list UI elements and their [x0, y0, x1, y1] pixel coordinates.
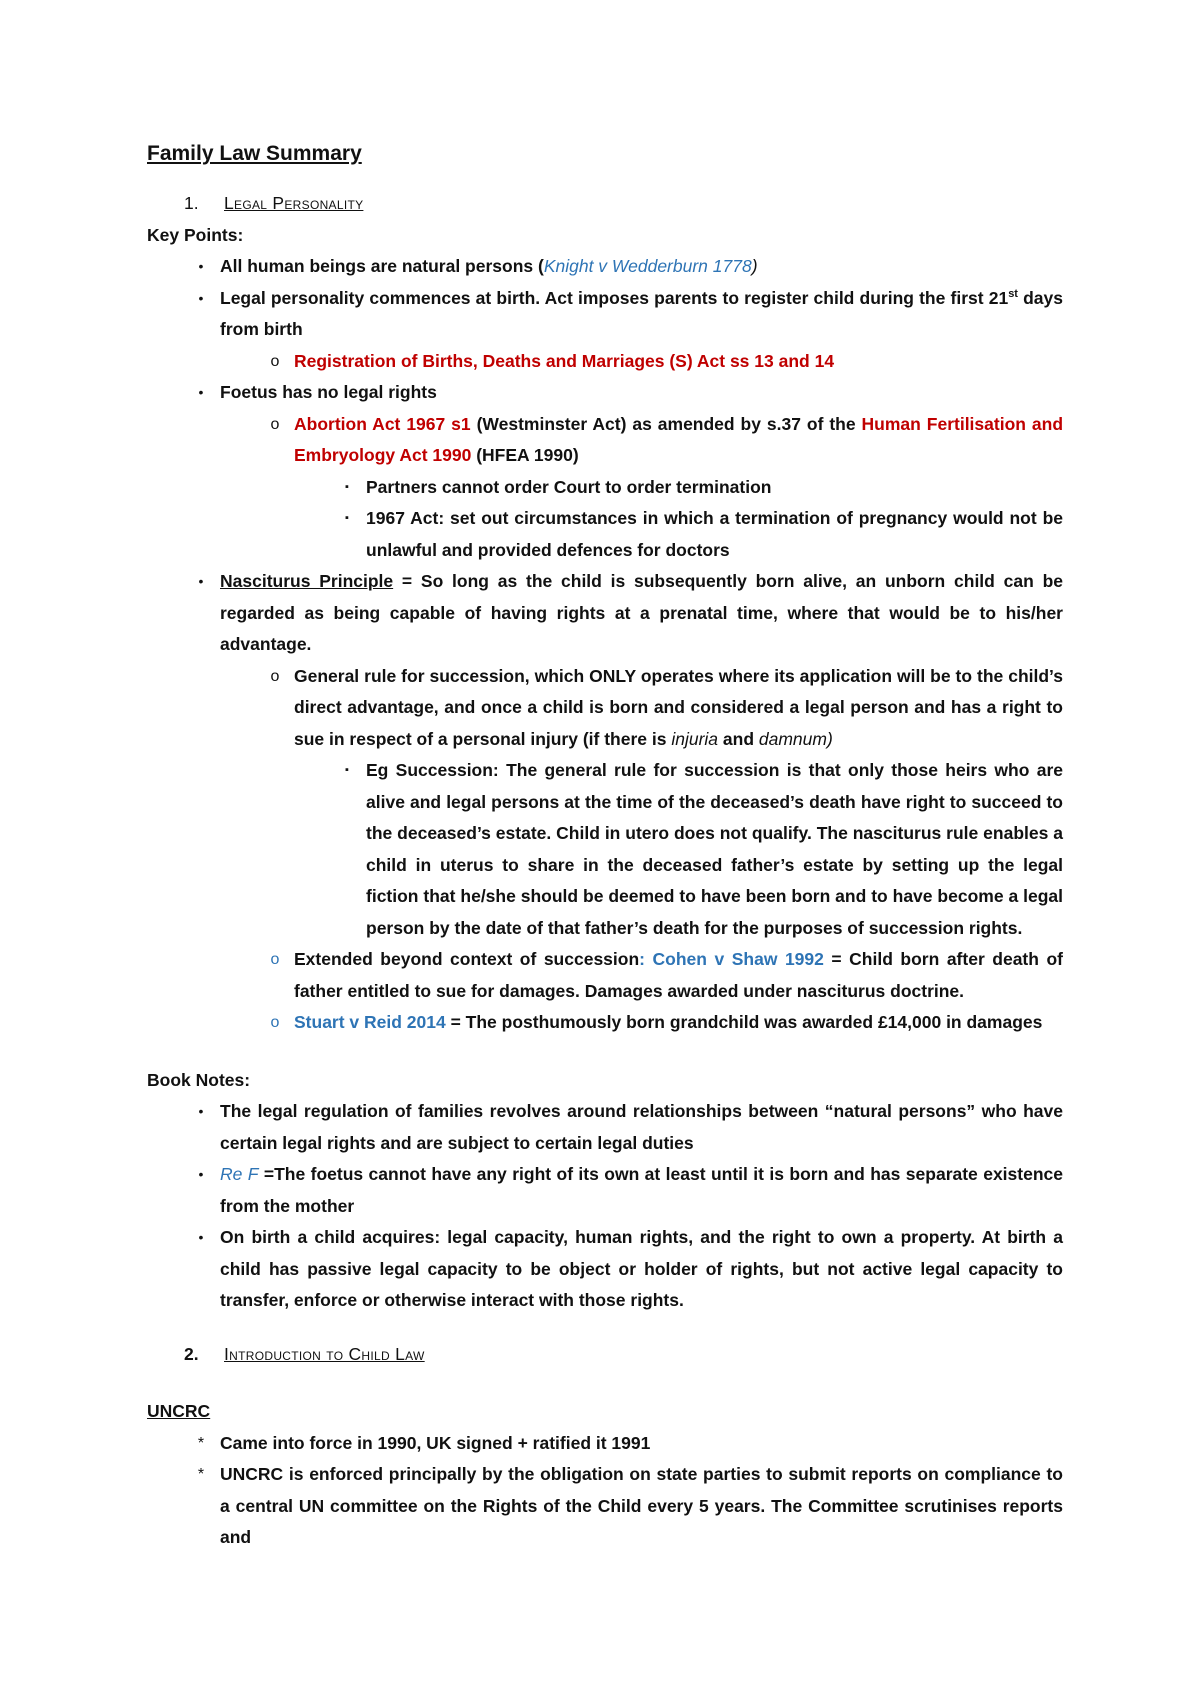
bullet-icon: • [198, 1229, 204, 1245]
section-title: Legal Personality [224, 193, 364, 213]
item-text: = Child born after death of father entitled to sue for damages. Damages awarded under nasciturus doctrine. [294, 949, 1063, 1001]
defined-term: Nasciturus Principle [220, 571, 394, 591]
section-title: Introduction to Child Law [224, 1343, 425, 1364]
bullet-icon: • [198, 384, 204, 400]
square-bullet-icon: ▪ [345, 480, 349, 493]
bullet-icon: • [198, 289, 204, 306]
section-heading-1 [147, 188, 1063, 220]
list-item [147, 566, 1063, 661]
list-item [147, 1428, 1063, 1460]
bullet-icon: • [198, 1103, 204, 1119]
document-body [147, 140, 1063, 1554]
section-number: 1. [184, 193, 199, 213]
book-notes-label: Book Notes: [147, 1069, 251, 1090]
item-text: General rule for succession, which ONLY operates where its application will be to the child’s direct advantage, and once a child is born and considered a legal person and has a right to sue in respect of a personal injury (if there is [294, 665, 1063, 749]
item-text: and [718, 728, 759, 749]
case-citation: Re F [220, 1164, 259, 1184]
item-text: (Westminster Act) as amended by s.37 of the [470, 413, 862, 434]
list-item [147, 377, 1063, 409]
key-points-label: Key Points: [147, 224, 244, 245]
list-item [147, 944, 1063, 1007]
page-title: Family Law Summary [147, 142, 362, 165]
latin-term: injuria [671, 728, 719, 749]
list-item [147, 472, 1063, 504]
item-text: Eg Succession: The general rule for succession is that only those heirs who are alive and legal persons at the time of the deceased’s death have right to succeed to the deceased’s estate. Child in utero does not qualify. The nasciturus rule enables a child in uterus to share in the deceased father’s estate by setting up the legal fiction that he/she should be deemed to have been born and to have become a legal person by the date of that father’s death for the purposes of succession rights. [366, 760, 1063, 938]
case-citation: : Cohen v Shaw 1992 [639, 949, 824, 969]
item-text: ) [751, 256, 758, 276]
circle-bullet-icon: o [270, 667, 280, 685]
list-item [147, 346, 1063, 378]
list-item [147, 661, 1063, 756]
list-item [147, 1459, 1063, 1554]
section-number: 2. [184, 1343, 199, 1364]
item-text: Partners cannot order Court to order termination [366, 476, 772, 497]
item-text: The legal regulation of families revolves around relationships between “natural persons” who have certain legal rights and are subject to certain legal duties [220, 1101, 1063, 1153]
star-bullet-icon: * [197, 1434, 205, 1452]
item-text: All human beings are natural persons ( [220, 256, 544, 276]
section-heading-2 [147, 1339, 1063, 1371]
star-bullet-icon: * [197, 1466, 205, 1483]
item-text: = The posthumously born grandchild was awarded £14,000 in damages [445, 1012, 1043, 1032]
case-citation: Knight v Wedderburn 1778 [543, 256, 752, 276]
statute-citation: Abortion Act 1967 s1 [294, 413, 471, 434]
uncrc-label: UNCRC [147, 1401, 211, 1421]
case-citation: Stuart v Reid 2014 [294, 1012, 446, 1032]
list-item [147, 1096, 1063, 1159]
circle-bullet-icon: o [270, 415, 280, 433]
circle-bullet-icon: o [270, 352, 280, 370]
list-item [147, 283, 1063, 346]
list-item [147, 409, 1063, 472]
bullet-icon: • [198, 1166, 204, 1182]
list-item [147, 1159, 1063, 1222]
item-text: On birth a child acquires: legal capacity, human rights, and the right to own a property. At birth a child has passive legal capacity to be object or holder of rights, but not active legal capacity to transfer, enforce or otherwise interact with those rights. [220, 1227, 1063, 1310]
latin-term: damnum) [758, 728, 833, 749]
list-item [147, 755, 1063, 944]
item-text: = So long as the child is subsequently born alive, an unborn child can be regarded as being capable of having rights at a prenatal time, where that would be to his/her advantage. [220, 571, 1063, 654]
item-text: days from birth [220, 287, 1064, 339]
circle-bullet-icon: o [270, 951, 280, 968]
square-bullet-icon: ▪ [345, 512, 349, 524]
square-bullet-icon: ▪ [345, 764, 349, 776]
bullet-icon: • [198, 573, 204, 589]
item-text: 1967 Act: set out circumstances in which a termination of pregnancy would not be unlawful and provided defences for doctors [366, 508, 1063, 560]
bullet-icon: • [198, 258, 204, 274]
item-text: Came into force in 1990, UK signed + ratified it 1991 [220, 1432, 651, 1453]
statute-citation: Registration of Births, Deaths and Marriages (S) Act ss 13 and 14 [294, 350, 835, 371]
circle-bullet-icon: o [270, 1014, 280, 1031]
list-item [147, 1222, 1063, 1317]
list-item [147, 251, 1063, 283]
item-text: Foetus has no legal rights [220, 382, 437, 402]
item-text: UNCRC is enforced principally by the obligation on state parties to submit reports on compliance to a central UN committee on the Rights of the Child every 5 years. The Committee scrutinises reports and [220, 1464, 1063, 1547]
item-text: Extended beyond context of succession [294, 949, 640, 969]
item-text: (HFEA 1990) [471, 445, 579, 465]
superscript: st [1008, 287, 1018, 300]
item-text: =The foetus cannot have any right of its own at least until it is born and has separate existence from the mother [220, 1164, 1063, 1216]
list-item [147, 1007, 1063, 1039]
item-text: Legal personality commences at birth. Act imposes parents to register child during the first 21 [220, 287, 1009, 308]
statute-citation: Human Fertilisation and Embryology Act 1990 [294, 413, 1064, 465]
list-item [147, 503, 1063, 566]
